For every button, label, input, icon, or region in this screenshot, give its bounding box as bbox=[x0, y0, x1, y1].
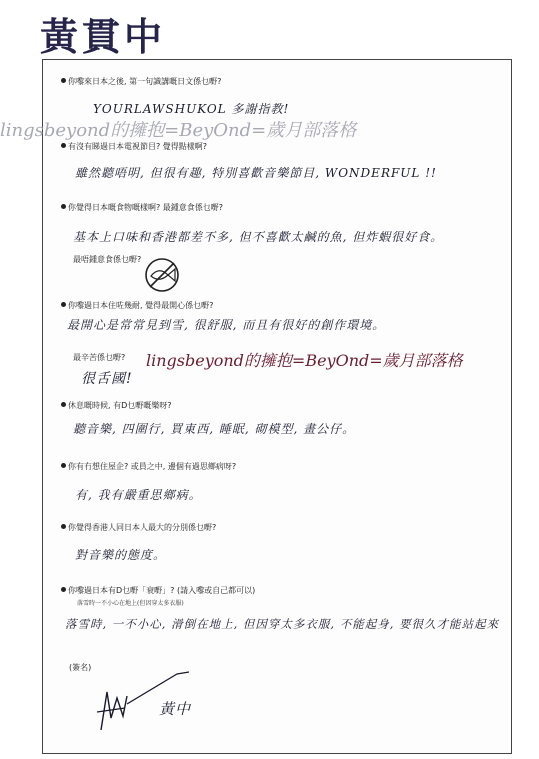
question-7: 你覺得香港人同日本人最大的分別係乜嘢? bbox=[61, 522, 216, 533]
question-4b: 最辛苦係乜嘢? bbox=[73, 353, 126, 362]
answer-2: 雖然聽唔明, 但很有趣, 特別喜歡音樂節目, WONDERFUL !! bbox=[75, 166, 437, 180]
bullet-icon bbox=[61, 402, 66, 407]
question-2: 有沒有睇過日本電視節目? 覺得點樣啊? bbox=[61, 141, 207, 152]
answer-8-note: 落雪時一不小心在地上(但因穿太多衣服) bbox=[77, 600, 184, 607]
bullet-icon bbox=[61, 78, 66, 83]
signature bbox=[67, 664, 227, 734]
answer-3: 基本上口味和香港都差不多, 但不喜歡太鹹的魚, 但炸蝦很好食。 bbox=[73, 230, 444, 244]
bullet-icon bbox=[61, 143, 66, 148]
bullet-icon bbox=[61, 302, 66, 307]
question-4: 你嚟過日本住咗幾耐, 覺得最開心係乜嘢? bbox=[61, 300, 213, 311]
question-5: 休息嘅時候, 有D乜嘢嘅樂呀? bbox=[61, 400, 172, 411]
answer-6: 有, 我有嚴重思鄉病。 bbox=[75, 488, 202, 502]
question-6: 你有冇想住屋企? 或員之中, 邊個有過思鄉病呀? bbox=[61, 461, 236, 472]
question-8: 你嚟過日本有D乜嘢「衰嘢」? (請入嚟或自己都可以) bbox=[61, 585, 255, 596]
bullet-icon bbox=[61, 204, 66, 209]
answer-8: 落雪時, 一不小心, 滑倒在地上, 但因穿太多衣服, 不能起身, 要很久才能站起來 bbox=[65, 617, 500, 631]
bullet-icon bbox=[61, 463, 66, 468]
watermark-top: lingsbeyond的擁抱=BeyOnd=歲月部落格 bbox=[0, 120, 357, 141]
answer-7: 對音樂的態度。 bbox=[75, 548, 167, 562]
answer-4b: 很舌國! bbox=[81, 371, 133, 387]
questionnaire-sheet bbox=[42, 59, 512, 754]
answer-5: 聽音樂, 四圍行, 買東西, 睡眠, 砌模型, 畫公仔。 bbox=[73, 422, 356, 436]
no-fish-icon bbox=[141, 256, 183, 294]
answer-1: YOURLAWSHUKOL 多謝指教! bbox=[93, 102, 290, 116]
question-3: 你覺得日本嘅食物嘅樣啊? 最鍾意食係乜嘢? bbox=[61, 202, 223, 213]
signature-label: (簽名) bbox=[69, 663, 92, 672]
bullet-icon bbox=[61, 524, 66, 529]
bullet-icon bbox=[61, 587, 66, 592]
answer-4: 最開心是常常見到雪, 很舒服, 而且有很好的創作環境。 bbox=[67, 318, 386, 332]
question-1: 你嚟來日本之後, 第一句識講嘅日文係乜嘢? bbox=[61, 76, 221, 87]
signature-text: 黃中 bbox=[159, 700, 192, 718]
page-title: 黃貫中 bbox=[40, 15, 167, 59]
watermark-middle: lingsbeyond的擁抱=BeyOnd=歲月部落格 bbox=[146, 351, 463, 370]
question-3b: 最唔鍾意食係乜嘢? bbox=[73, 255, 142, 264]
